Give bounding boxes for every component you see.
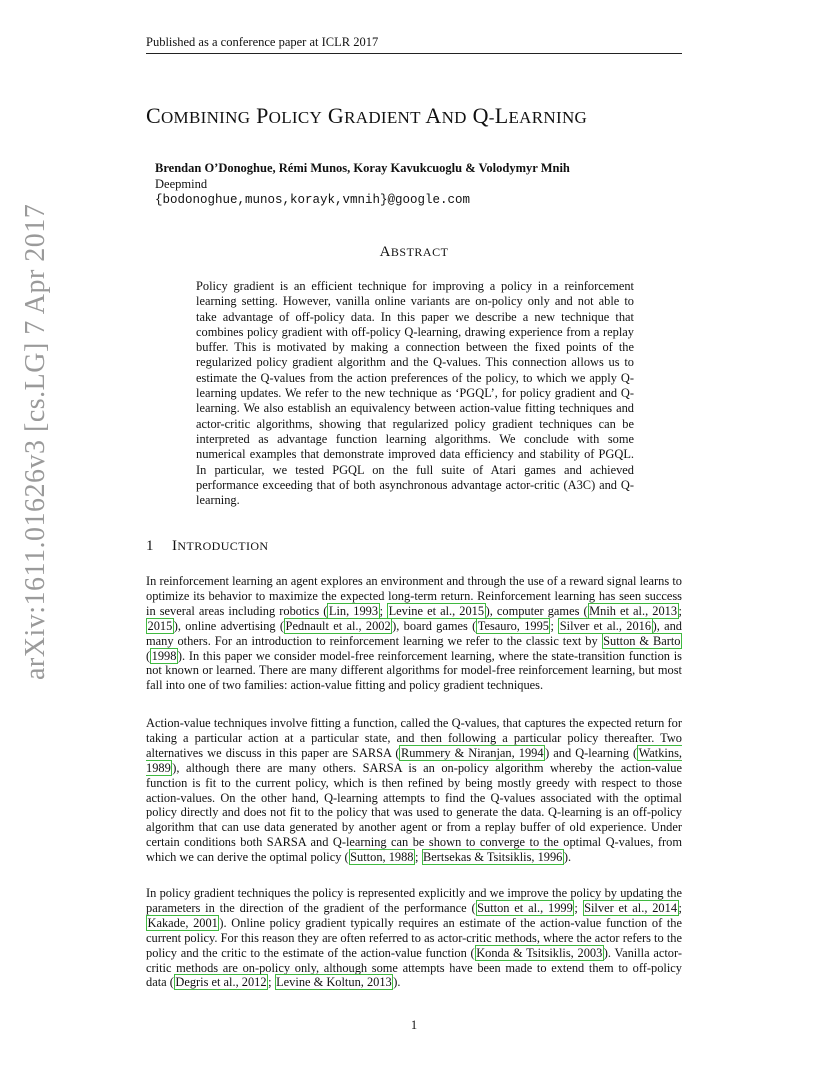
running-header: Published as a conference paper at ICLR 2017: [146, 35, 379, 49]
citation-link[interactable]: Degris et al., 2012: [175, 975, 267, 990]
arxiv-stamp: arXiv:1611.01626v3 [cs.LG] 7 Apr 2017: [20, 203, 51, 680]
citation-link[interactable]: Levine & Koltun, 2013: [276, 975, 392, 990]
citation-link[interactable]: Pednault et al., 2002: [285, 618, 391, 633]
citation-link[interactable]: Tesauro, 1995: [477, 618, 549, 633]
citation-link[interactable]: Konda & Tsitsiklis, 2003: [476, 945, 603, 960]
citation-link[interactable]: Bertsekas & Tsitsiklis, 1996: [423, 850, 563, 865]
intro-paragraph-1: In reinforcement learning an agent explores an environment and through the use of a reward signal learns to optimize its behavior to maximize the expected long-term return. Reinforcement learning has seen success in several areas including robotics ( Lin, 1993 ; Levine et al., 2015 ), computer games ( Mnih et al., 2013 ; 2015 ), online advertising ( Pednault et al., 2002 ), board games ( Tesauro, 1995 ; Silver et al., 2016 ), and many others. For an introduction to reinforcement learning we refer to the classic text by Sutton & Barto ( 1998 ). In this paper we consider model-free reinforcement learning, where the state-transition function is not known or learned. There are many different algorithms for model-free reinforcement learning, but most fall into one of two families: action-value fitting and policy gradient techniques.: [146, 574, 682, 693]
header-rule: [146, 53, 682, 54]
citation-link[interactable]: Sutton et al., 1999: [477, 900, 573, 915]
citation-link[interactable]: Silver et al., 2016: [559, 618, 652, 633]
page-number: 1: [410, 1018, 418, 1032]
citation-link[interactable]: Levine et al., 2015: [388, 603, 485, 618]
abstract-heading: ABSTRACT: [379, 244, 449, 260]
citation-link[interactable]: Kakade, 2001: [147, 915, 218, 930]
citation-link[interactable]: 2015: [147, 618, 173, 633]
author-block: [155, 160, 570, 208]
citation-link[interactable]: Sutton, 1988: [350, 850, 414, 865]
author-affiliation: Deepmind: [155, 177, 208, 191]
author-names: Brendan O’Donoghue, Rémi Munos, Koray Kavukcuoglu & Volodymyr Mnih: [155, 161, 570, 175]
citation-link[interactable]: Mnih et al., 2013: [589, 603, 678, 618]
intro-paragraph-3: In policy gradient techniques the policy is represented explicitly and we improve the policy by updating the parameters in the direction of the gradient of the performance ( Sutton et al., 1999 ; Silver et al., 2014 ; Kakade, 2001 ). Online policy gradient typically requires an estimate of the action-value function of the current policy. For this reason they are often referred to as actor-critic methods, where the actor refers to the policy and the critic to the estimate of the action-value function ( Konda & Tsitsiklis, 2003 ). Vanilla actor-critic methods are on-policy only, although some attempts have been made to extend them to off-policy data ( Degris et al., 2012 ; Levine & Koltun, 2013 ).: [146, 886, 682, 990]
citation-link[interactable]: 1998: [151, 648, 177, 663]
paper-title: COMBINING POLICY GRADIENT AND Q-LEARNING: [146, 103, 588, 128]
author-email: {bodonoghue,munos,korayk,vmnih}@google.com: [155, 193, 471, 207]
intro-paragraph-2: Action-value techniques involve fitting a function, called the Q-values, that captures the expected return for taking a particular action at a particular state, and then following a particular policy thereafter. Two alternatives we discuss in this paper are SARSA ( Rummery & Niranjan, 1994 ) and Q-learning ( Watkins, 1989 ), although there are many others. SARSA is an on-policy algorithm whereby the action-value function is fit to the current policy, which is then refined by being mostly greedy with respect to those action-values. On the other hand, Q-learning attempts to find the Q-values associated with the optimal policy directly and does not fit to the policy that was used to generate the data. Q-learning is an off-policy algorithm that can use data generated by another agent or from a replay buffer of old experience. Under certain conditions both SARSA and Q-learning can be shown to converge to the optimal Q-values, from which we can derive the optimal policy ( Sutton, 1988 ; Bertsekas & Tsitsiklis, 1996 ).: [146, 716, 682, 865]
citation-link[interactable]: Rummery & Niranjan, 1994: [400, 745, 544, 760]
section-title: INTRODUCTION: [172, 538, 269, 554]
citation-link[interactable]: Silver et al., 2014: [584, 900, 678, 915]
citation-link[interactable]: Sutton & Barto: [603, 633, 681, 648]
citation-link[interactable]: Watkins, 1989: [146, 745, 682, 775]
citation-link[interactable]: Lin, 1993: [328, 603, 379, 618]
abstract-text: Policy gradient is an efficient technique for improving a policy in a reinforcement learning setting. However, vanilla online variants are on-policy only and not able to take advantage of off-policy data. In this paper we describe a new technique that combines policy gradient with off-policy Q-learning, drawing experience from a replay buffer. This is motivated by making a connection between the fixed points of the regularized policy gradient algorithm and the Q-values. This connection allows us to estimate the Q-values from the action preferences of the policy, to which we apply Q-learning updates. We refer to the new technique as ‘PGQL’, for policy gradient and Q-learning. We also establish an equivalency between action-value fitting techniques and actor-critic algorithms, showing that regularized policy gradient techniques can be interpreted as advantage function learning algorithms. We conclude with some numerical examples that demonstrate improved data efficiency and stability of PGQL. In particular, we tested PGQL on the full suite of Atari games and achieved performance exceeding that of both asynchronous advantage actor-critic (A3C) and Q-learning.: [196, 279, 634, 508]
section-heading-introduction: [146, 538, 268, 555]
section-number: 1: [146, 538, 154, 554]
